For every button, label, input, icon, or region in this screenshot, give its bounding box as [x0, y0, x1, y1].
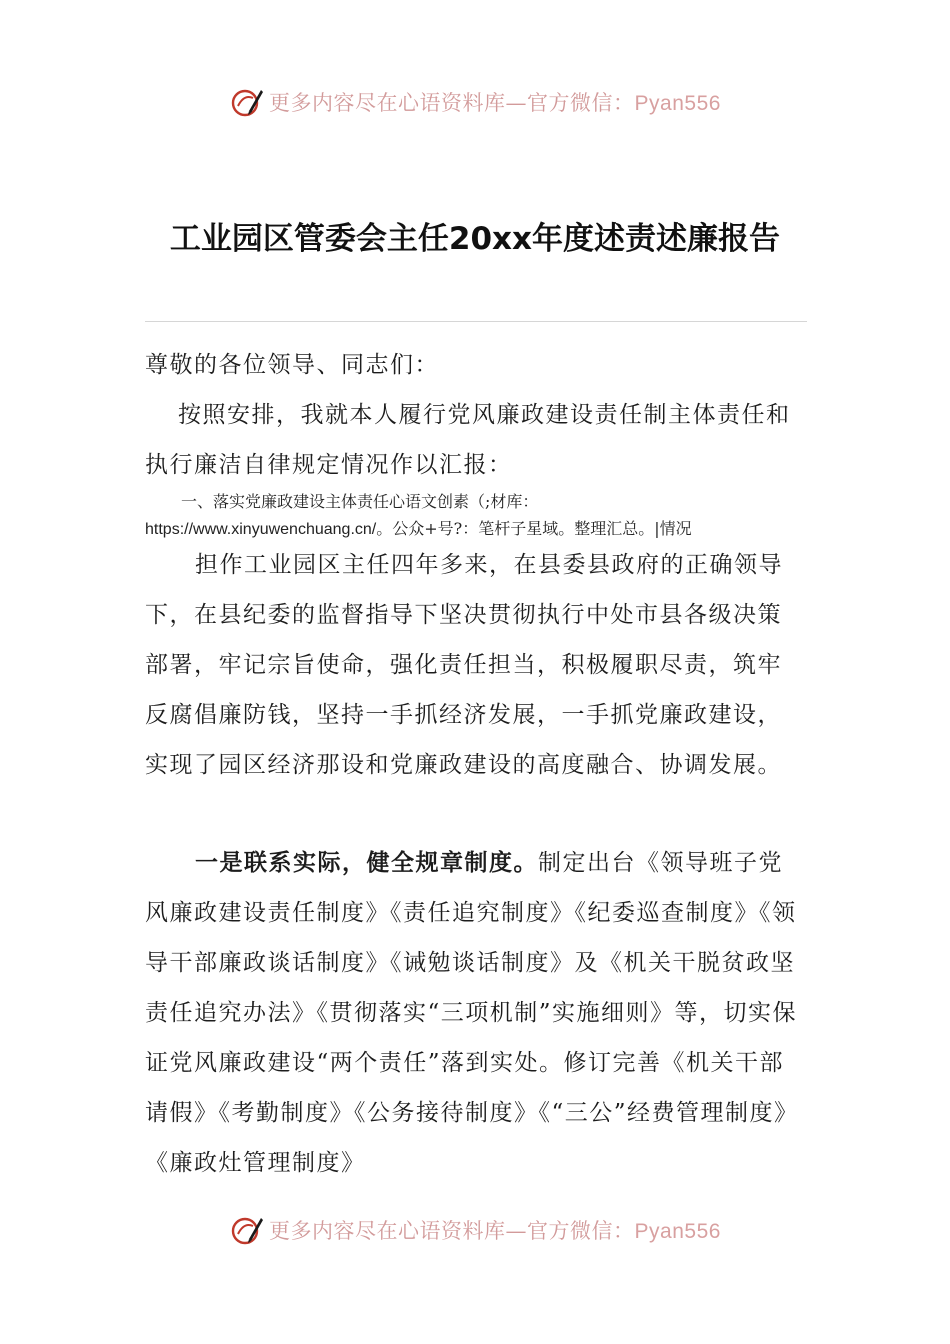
- pen-swirl-logo-icon: [229, 1212, 265, 1248]
- first-point-lead: 一是联系实际，健全规章制度。: [195, 849, 538, 876]
- section-heading-suffix: 。公众+号?：笔杆子星域。整理汇总。|情况: [376, 519, 692, 538]
- main-paragraph: 担作工业园区主任四年多来，在县委县政府的正确领导下，在县纪委的监督指导下坚决贯彻执行中处市县各级决策部署，牢记宗旨使命，强化责任担当，积极履职尽责，筑牢反腐倡廉防钱，坚持一手抓经济发展，一手抓党廉政建设，实现了园区经济那设和党廉政建设的高度融合、协调发展。: [145, 552, 783, 778]
- first-point-paragraph: [145, 838, 805, 1188]
- banner-wechat-id: Pyan556: [634, 92, 721, 115]
- section-heading-text: 一、落实党廉政建设主体责任心语文创素（;材库：: [181, 492, 539, 511]
- banner-text-cn: 更多内容尽在心语资料库—官方微信：: [269, 91, 635, 115]
- banner-text: [269, 87, 721, 117]
- banner-text-cn: 更多内容尽在心语资料库—官方微信：: [269, 1219, 635, 1243]
- title-divider: [145, 321, 807, 322]
- document-title: 工业园区管委会主任20xx年度述责述廉报告: [169, 221, 781, 257]
- greeting-paragraph: 尊敬的各位领导、同志们：: [145, 352, 439, 378]
- first-point-body: 制定出台《领导班子党风廉政建设责任制度》《责任追究制度》《纪委巡查制度》《领导干部廉政谈话制度》《诫勉谈话制度》及《机关干脱贫政坚责任追究办法》《贯彻落实“三项机制”实施细则》等，切实保证党风廉政建设“两个责任”落到实处。修订完善《机关干部请假》《考勤制度》《公务接待制度》《“三公”经费管理制度》《廉政灶管理制度》: [145, 850, 799, 1176]
- banner-text: [269, 1215, 721, 1245]
- footer-banner: [0, 1208, 950, 1252]
- intro-paragraph: 按照安排，我就本人履行党风廉政建设责任制主体责任和执行廉洁自律规定情况作以汇报：: [145, 402, 791, 478]
- section-heading: [145, 488, 805, 543]
- header-banner: [0, 80, 950, 124]
- source-url: https://www.xinyuwenchuang.cn/: [145, 521, 377, 538]
- pen-swirl-logo-icon: [229, 84, 265, 120]
- banner-wechat-id: Pyan556: [634, 1220, 721, 1243]
